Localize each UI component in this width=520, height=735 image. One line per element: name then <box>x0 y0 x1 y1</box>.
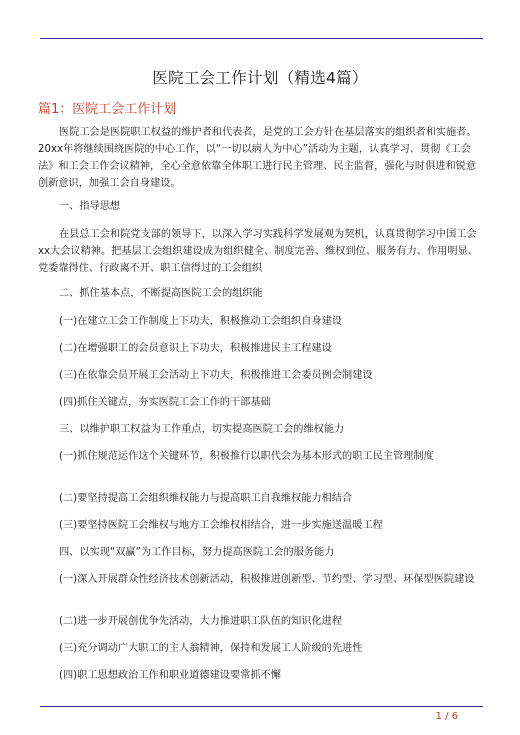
item-cadre-foundation: (四)抓住关键点，夯实医院工会工作的干部基础 <box>59 397 271 408</box>
item-ownership-spirit: (三)充分调动广大职工的主人翁精神，保持和发展工人阶级的先进性 <box>59 643 363 654</box>
heading-service-ability: 四、以实现“双赢”为工作目标，努力提高医院工会的服务能力 <box>59 547 335 558</box>
header-rule <box>40 38 483 39</box>
item-innovation-activities: (一)深入开展群众性经济技术创新活动，积极推进创新型、节约型、学习型、环保型医院建设 <box>59 574 475 585</box>
item-democratic-management: (一)抓住规范运作这个关键环节，积极推行以职代会为基本形式的职工民主管理制度 <box>59 451 434 462</box>
footer-rule <box>40 706 483 707</box>
heading-guiding-ideology: 一、指导思想 <box>59 201 121 212</box>
item-warmth-project: (三)要坚持医院工会维权与地方工会维权相结合，进一步实施送温暖工程 <box>59 520 383 531</box>
item-self-protection: (二)要坚持提高工会组织维权能力与提高职工自我维权能力相结合 <box>59 493 353 504</box>
section-title: 篇1：医院工会工作计划 <box>38 102 177 117</box>
item-member-activities: (三)在依靠会员开展工会活动上下功夫，积极推进工会委员例会制建设 <box>59 370 373 381</box>
paragraph-guiding-ideology: 在县总工会和院党支部的领导下，以深入学习实践科学发展观为契机，认真贯彻学习中国工会xx大会议精神。把基层工会组织建设成为组织健全、制度完善、维权到位、服务有力、作用明显、党委靠得住、行政离不开、职工信得过的工会组织 <box>38 229 478 274</box>
item-member-awareness: (二)在增强职工的会员意识上下功夫，积极推进民主工程建设 <box>59 343 332 354</box>
document-title: 医院工会工作计划（精选4篇） <box>152 69 368 87</box>
heading-rights-protection: 三、以维护职工权益为工作重点，切实提高医院工会的维权能力 <box>59 424 345 435</box>
page-indicator: 1 / 6 <box>435 711 458 722</box>
item-work-system: (一)在建立工会工作制度上下功夫，积极推动工会组织自身建设 <box>59 316 343 327</box>
item-ideological-work: (四)职工思想政治工作和职业道德建设要常抓不懈 <box>59 670 281 681</box>
heading-organizational-ability: 二、抓住基本点，不断提高医院工会的组织能 <box>59 288 263 299</box>
paragraph-intro: 医院工会是医院职工权益的维护者和代表者，是党的工会方针在基层落实的组织者和实施者。20xx年将继续围绕医院的中心工作，以“一切以病人为中心”活动为主题，认真学习、贯彻《工会法》和工会工作会议精神，全心全意依靠全体职工进行民主管理、民主监督，强化与时俱进和锐意创新意识，加强工会自身建设。 <box>38 127 477 189</box>
item-excellence-activities: (二)进一步开展创优争先活动，大力推进职工队伍的知识化进程 <box>59 616 343 627</box>
